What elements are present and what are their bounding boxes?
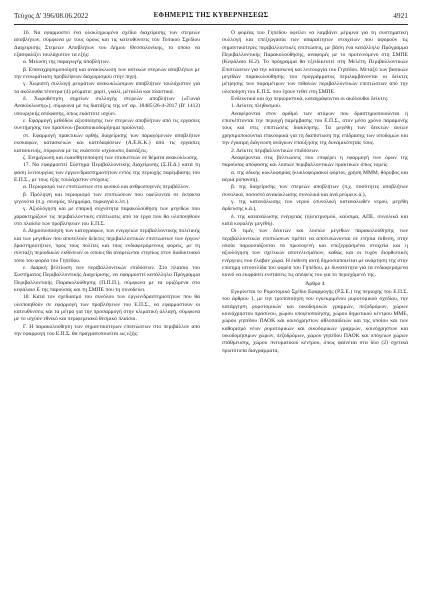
paragraph: ζ. Ενημέρωση και ευαισθητοποίηση των επισκεπτών σε θέματα ανακύκλωσης. [23, 154, 199, 161]
paragraph: Άρθρο 4 [305, 280, 325, 287]
page-header [14, 9, 408, 23]
paragraph: Οι τιμές των δεικτών και λοιπών μεγεθών παρακολούθησης των περιβαλλοντικών επιπτώσεων πρέπει να αποτυπώνονται σε ετήσια έκθεση, στην οποία παρουσιάζονται τα πρωτογενή και επεξεργασμένα στοιχεία και η αξιολόγηση των σχετικών αποτελεσμάτων, καθώς και οι τυχόν διορθωτικές ενέργειες που έλαβαν χώρα. Η έκθεση αυτή δημοσιοποιείται με ανάρτηση της στην επίσημη ιστοσελίδα του φορέα του Γηπέδου, με δυνατότητα για τα ενδιαφερόμενα κοινό να εκφράσει ενστάσεις τις απόψεις του για το περιεχόμενό της. [222, 228, 408, 279]
left-column [14, 30, 200, 595]
paragraph: ε. Εφαρμογή μεθόδων αξιοποίησης των στερεών αποβλήτων από τις εργασίες συντήρησης του πρασίνου (βιοαποικοδομήσιμα προϊόντα). [14, 118, 200, 132]
paragraph: α. Μείωση της παραγωγής αποβλήτων. [23, 59, 111, 66]
paragraph: ε. Διαρκή βελτίωση των περιβαλλοντικών επιδόσεων. Στο πλαίσιο του Συστήματος Περιβαλλοντικής Διαχείρισης, να εφαρμοστεί κατάλληλο Πρόγραμμα Περιβαλλοντικής Παρακολούθησης (Π.Π.Π.), σύμφωνα με τα οριζόμενα στο κεφάλαιο Ε της παρούσας και τη ΣΜΠΕ που τη συνοδεύει. [14, 265, 200, 294]
paragraph: α. Περιορισμό των επιπτώσεων στο φυσικό και ανθρωπογενές περιβάλλον. [23, 184, 190, 191]
paragraph: 18. Κατά τον σχεδιασμό του συνόλου των έργων/δραστηριοτήτων που θα υλοποιηθούν σε εφαρμογή των προβλέψεων του Ε.Π.Σ., να εφαρμοστούν οι κατευθύνσεις και τα μέτρα για την προσαρμογή στην κλιματική αλλαγή, σύμφωνα με το ισχύον εθνικό και περιφερειακό θεσμικό πλαίσιο. [14, 294, 200, 323]
issue-reference: Τεύχος Δ' 396/08.06.2022 [14, 12, 89, 20]
paragraph: γ. Χωριστή συλλογή ρευμάτων ανακυκλώσιμων αποβλήτων τουλάχιστον για τα ακόλουθα τέσσερα (4) ρεύματα: χαρτί, γυαλί, μέταλλα και πλαστικά. [14, 81, 200, 95]
paragraph: 1. Δείκτες πληθυσμού. [231, 103, 282, 110]
paragraph: δ. Χωροθέτηση σημείων συλλογής στερεών αποβλήτων («Γωνιά Ανακύκλωσης»), σύμφωνα με τις διατάξεις της υπ' αρ. 18485/26-4-2017 (Β' 1412) υπουργικής απόφασης, όπως εκάστοτε ισχύει. [14, 96, 200, 117]
page-number: 4921 [393, 11, 408, 20]
paragraph: Ο φορέας του Γηπέδου οφείλει να λαμβάνει μέριμνα για τη συστηματική συλλογή και επεξεργασία των απαραίτητων στοιχείων που αφορούν τις σημαντικότερες περιβαλλοντικές επιπτώσεις, με βάση ένα κατάλληλο Πρόγραμμα Περιβαλλοντικής Παρακολούθησης, αναφορές με το προτεινόμενο στη ΣΜΠΕ (Κεφάλαιο Η.2). Το πρόγραμμα θα εξειδικευτεί στη Μελέτη Περιβαλλοντικών Επιπτώσεων για την κατασκευή και λειτουργία του Γηπέδου. Μεταξύ των βασικών μεγεθών παρακολούθησης του προγράμματος περιλαμβάνονται οι δείκτες μέτρησης των παραμέτρων των πιθανών περιβαλλοντικών επιπτώσεων από την υλοποίηση του Ε.Π.Σ. που έχουν τεθεί στη ΣΜΠΕ. [222, 30, 408, 95]
header-rule [14, 24, 408, 25]
paragraph: Αναφέρονται στον αριθμό των ατόμων που δραστηριοποιούνται ή επισκέπτονται την περιοχή παρέμβασης του Ε.Π.Σ., στον μέσο χρόνο παραμονής τους και στις επιπτώσεις διακίνησης. Τα μεγέθη των δεικτών αυτών χρησιμοποιούνται επικουρικά για τη διαπίστωση της επίδρασης των υποδομών και την έγκαιρη διάγνωση ανάγκων επαύξησης της δυναμικότητάς τους. [222, 110, 408, 147]
paragraph: δ. της κατανάλωσης ενέργειας (ηλεκτρισμού, καύσιμα, ΑΠΕ, συνολικά και κατά κεφαλήν μεγέθη). [222, 213, 408, 227]
paragraph: β. Πρόληψη και περιορισμό των επιπτώσεων που οφείλονται σε έκτακτα γεγονότα (π.χ. σεισμός, πλημμύρα, πυρκαγιά κ.λπ.). [14, 191, 200, 205]
paragraph: β. Επαναχρησιμοποίηση και ανακύκλωση των αστικών στερεών αποβλήτων με την ενσωμάτωση προβλέψεων διαχωρισμού στην πηγή. [14, 66, 200, 81]
paragraph: δ. Δημοσιοποίηση των κατογραφών, των ενεργειών περιβαλλοντικής πολιτικής και των μεγεθών που αποτελούν δείκτες περιβαλλοντικών επιπτώσεων των έργων/δραστηριοτήτων, προς τους πολίτες και τους ενδιαφερόμενους φορείς, με τη σύνταξη περιοδικών εκθέσεων οι οποίες θα αναρτώνται ετησίως στον διαδικτυακό τόπο του φορέα του Γηπέδου. [14, 228, 200, 264]
paragraph: Ενδεικτικά και όχι περιοριστικά, καταγράφονται οι ακόλουθοι δείκτες: [231, 96, 389, 103]
paragraph: Εγκρίνεται το Ρυμοτομικό Σχέδιο Εφαρμογής (Ρ.Σ.Ε.) της περιοχής του Ε.Π.Σ. του άρθρου 1, με την τροποποίηση του εγκεκριμένου ρυμοτομικού σχεδίου, την κατάργηση ρυμοτομικών και οικοδομικών γραμμών, πεζοδρόμων, χώρων κοινόχρηστου πρασίνου, χώρου υπογειοποίησης, χώρου δημοτικού κέντρου ΜΜΕ, χώρου γηπέδου ΠΑΟΚ και κοινόχρηστων αθλοπαιδειών και της οποίου και των καθορισμό νέων ρυμοτομικών και οικοδομικών γραμμών, κοινόχρηστων και οικοδομήσιμων χώρων, πεζοδρόμων, χώρου γηπέδου ΠΑΟΚ και υπόγειων χώρων στάθμευσης, χώρου πνευματικού κέντρου, όπως φαίνεται στα δύο (2) σχετικά πρωτότυπα διαγράμματα, [222, 289, 408, 354]
paragraph: α. της οδικής κυκλοφορίας (κυκλοφοριακοί φόρτοι, χρήση ΜΜΜ, θόρυβος και αέρια ρύπανση), [222, 169, 408, 183]
paragraph: στ. Εφαρμογή πρακτικών ορθής διαχείρισης των παραγόμενων αποβλήτων εκσκαφών, κατασκευών και κατεδαφίσεων (Α.Ε.Κ.Κ.) από τις εργασίες κατασκευής, σύμφωνα με τις εκάστοτε ισχύουσες διατάξεις. [14, 132, 200, 154]
paragraph: γ. της κατανάλωσης του νερού (συνολική καταναλωθέν νερού, μεγέθη άρδευσης κ.ά.), [222, 198, 408, 213]
paragraph: 2. Δείκτες περιβαλλοντικών επιδόσεων. [231, 147, 320, 154]
paragraph: Γ. Η παρακολούθηση των σημαντικότερων επιπτώσεων στο περιβάλλον από την εφαρμογή του Ε.Π.Σ. θα πραγματοποιείται ως εξής: [14, 323, 200, 338]
paragraph: 16. Να εφαρμοστεί ένα ολοκληρωμένο σχέδιο διαχείρισης των στερεών αποβλήτων, σύμφωνα με τους όρους και τις κατευθύνσεις του Τοπικού Σχεδίου Διαχείρισης Στερεών Αποβλήτων του Δήμου Θεσσαλονίκης, το οποίο να εξασφαλίζει τουλάχιστον τα εξής: [14, 30, 200, 59]
right-column [222, 30, 408, 595]
paragraph: Αναφέρονται στις βελτιώσεις που επιφέρει η εφαρμογή των όρων της παρούσας απόφασης και λοιπών περιβαλλοντικών πρακτικών όπως τομείς: [222, 154, 408, 169]
paragraph: 17. Να εφαρμοστεί Σύστημα Περιβαλλοντικής Διαχείρισης (Σ.Π.Δ.) κατά τη φάση λειτουργίας των έργων/δραστηριοτήτων εντός της περιοχής παρέμβασης του Ε.Π.Σ., με τους εξής τουλάχιστον στόχους: [14, 162, 200, 183]
paragraph: γ. Αξιολόγηση και με επαρκή συχνότητα παρακολούθηση των μεγεθών που χαρακτηρίζουν τις περιβαλλοντικές επιπτώσεις από τα έργα που θα υλοποιηθούν στο πλαίσιο των προβλέψεων του Ε.Π.Σ. [14, 206, 200, 227]
publication-title: ΕΦΗΜΕΡΙΣ ΤΗΣ ΚΥΒΕΡΝΗΣΕΩΣ [153, 12, 269, 19]
paragraph: β. της διαχείρισης των στερεών αποβλήτων (π.χ. ποσότητες αποβλήτων συνολικά, ποσοστό ανακύκλωσης συνολικά και ανά ρεύμα κ.ά.), [222, 184, 408, 198]
